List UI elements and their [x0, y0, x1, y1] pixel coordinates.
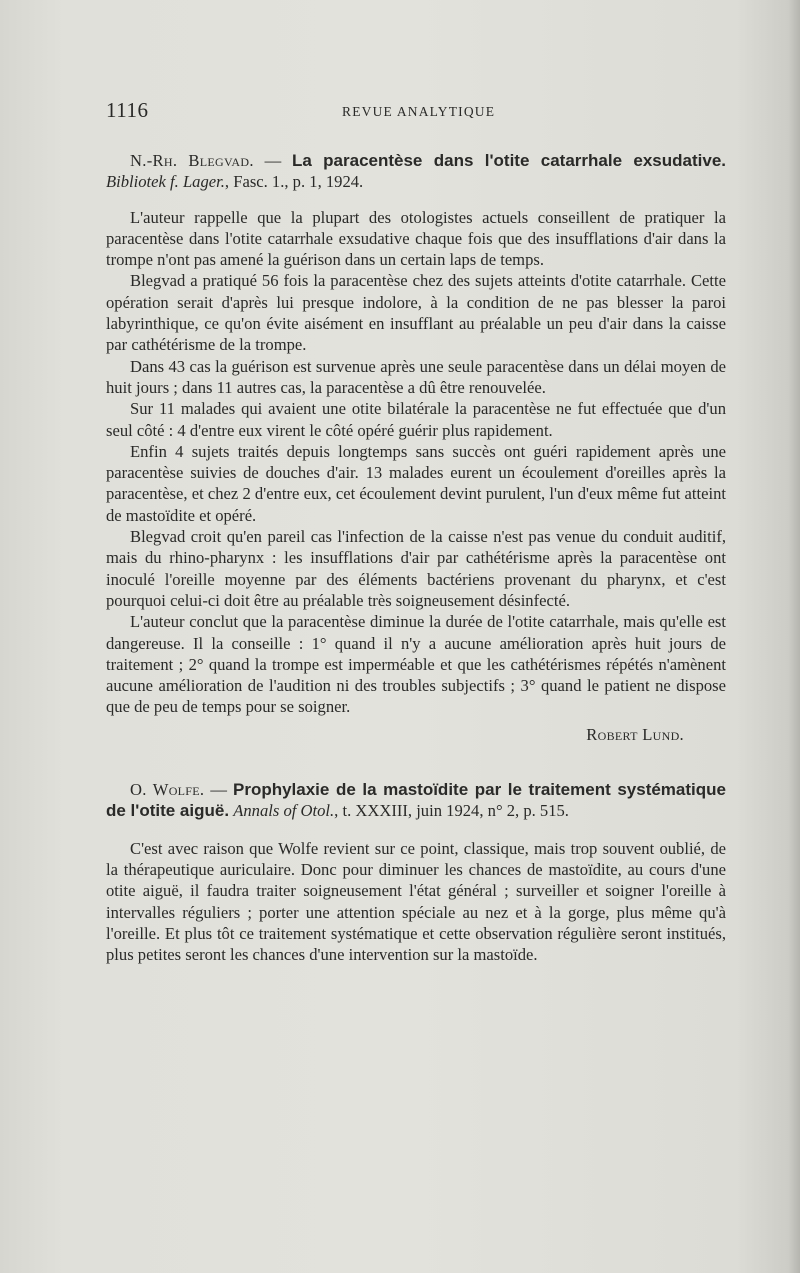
entry1-paragraph-2: Blegvad a pratiqué 56 fois la paracentèse chez des sujets atteints d'otite catarrhale. Cette opération serait d'après lui presque indolore, à la condition de ne pas blesser la paroi labyrinthique, ce qu'on évite aisément en insufflant au préalable un peu d'air dans la caisse par cathétérisme de la trompe. [106, 271, 726, 355]
entry2-paragraph-1: C'est avec raison que Wolfe revient sur ce point, classique, mais trop souvent oublié, de la thérapeutique auriculaire. Donc pour diminuer les chances de mastoïdite, au cours d'une otite aiguë, il faudra traiter soigneusement l'état général ; surveiller et soigner l'oreille à intervalles réguliers ; porter une attention spéciale au nez et à la gorge, plus même qu'à l'oreille. Et plus tôt ce traitement systématique et cette observation régulière seront institués, plus petites seront les chances d'une intervention sur la mastoïde. [106, 838, 726, 965]
entry1-title: La paracentèse dans l'otite catarrhale exsudative. [291, 151, 726, 170]
page-header [106, 98, 726, 128]
entry2-heading [106, 779, 726, 822]
entry1-dash: — [253, 151, 292, 170]
running-head: REVUE ANALYTIQUE [342, 104, 496, 119]
entry2-dash: — [204, 780, 233, 800]
entry2-journal: Annals of Otol. [233, 801, 335, 821]
entry1-paragraph-6: Blegvad croit qu'en pareil cas l'infection de la caisse n'est pas venue du conduit auditif, mais du rhino-pharynx : les insufflations d'air par cathétérisme après la paracentèse ont inoculé l'oreille moyenne par des éléments bactériens provenant du pharynx, et c'est pourquoi celui-ci doit être au préalable très soigneusement désinfecté. [106, 527, 726, 610]
entry1-heading [106, 150, 726, 193]
entry2-citation: , t. XXXIII, juin 1924, n° 2, p. 515. [334, 801, 569, 821]
entry1-paragraph-7: L'auteur conclut que la paracentèse diminue la durée de l'otite catarrhale, mais qu'elle est dangereuse. Il la conseille : 1° quand il n'y a aucune amélioration après huit jours de traitement ; 2° quand la trompe est imperméable et que les cathétérismes répétés n'amènent aucune amélioration de l'audition ni des troubles subjectifs ; 3° quand le patient ne dispose que de peu de temps pour se soigner. [106, 612, 726, 717]
entry1-citation: , Fasc. 1., p. 1, 1924. [224, 172, 364, 192]
entry1-paragraph-4: Sur 11 malades qui avaient une otite bilatérale la paracentèse ne fut effectuée que d'un seul côté : 4 d'entre eux virent le côté opéré guérir plus rapidement. [106, 399, 726, 440]
entry1-signature-text: Robert Lund. [586, 724, 684, 744]
entry2-title: Prophylaxie de la mastoïdite par le traitement systématique de l'otite aiguë. [106, 780, 726, 821]
entry1-paragraph-3: Dans 43 cas la guérison est survenue après une seule paracentèse dans un délai moyen de huit jours ; dans 11 autres cas, la paracentèse a dû être renouvelée. [106, 356, 726, 397]
entry1-author: N.-Rh. Blegvad. [130, 151, 254, 170]
entry1-journal: Bibliotek f. Lager. [106, 172, 225, 192]
entry2-author: O. Wolfe. [130, 780, 205, 800]
page-number: 1116 [106, 98, 149, 122]
entry1-paragraph-5: Enfin 4 sujets traités depuis longtemps sans succès ont guéri rapidement après une paracentèse suivies de douches d'air. 13 malades eurent un écoulement d'oreilles après la paracentèse, et chez 2 d'entre eux, cet écoulement devint purulent, l'un d'eux même fut atteint de mastoïdite et opéré. [106, 441, 726, 525]
page-content [106, 150, 726, 965]
entry1-paragraph-1: L'auteur rappelle que la plupart des otologistes actuels conseillent de pratiquer la paracentèse dans l'otite catarrhale exsudative chaque fois que des insufflations d'air dans la trompe n'ont pas amené la guérison dans un certain laps de temps. [106, 207, 726, 270]
entry1-signature [106, 724, 726, 745]
